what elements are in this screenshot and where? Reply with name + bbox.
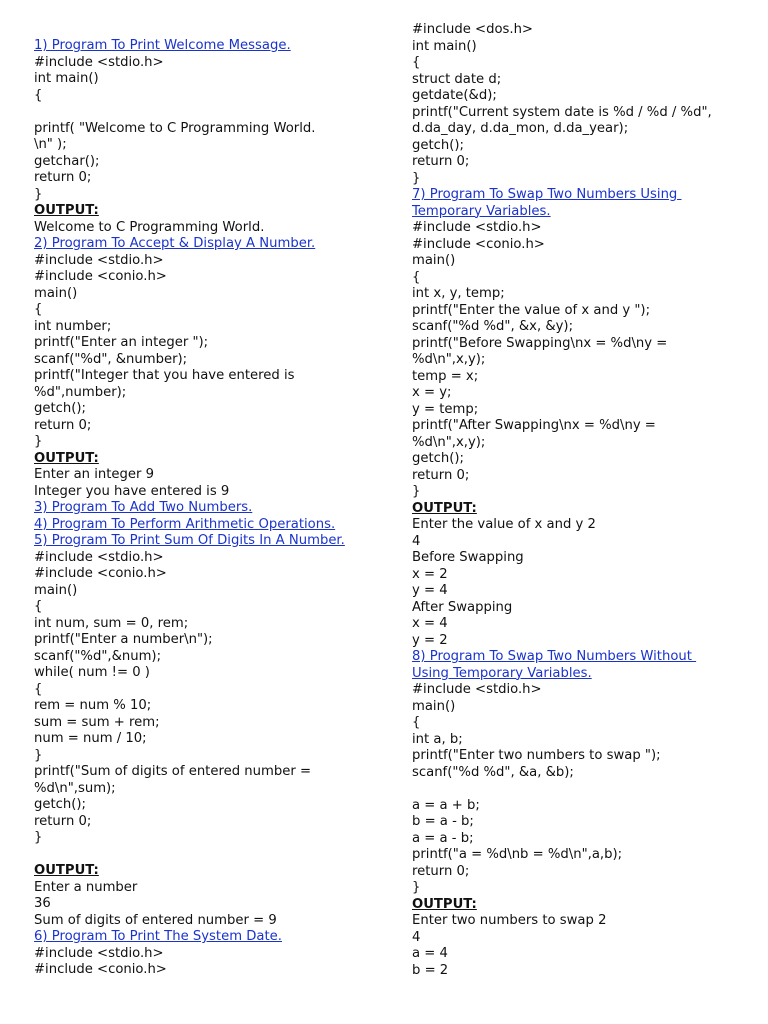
code-line: printf("Enter a number\n"); (34, 632, 213, 647)
code-line: Before Swapping (412, 550, 524, 565)
code-line: printf("Integer that you have entered is (34, 368, 295, 383)
code-line: 4 (412, 533, 421, 549)
code-line: { (34, 302, 43, 317)
code-line: %d\n",x,y); (412, 352, 486, 367)
code-line: struct date d; (412, 71, 502, 87)
code-line: printf( "Welcome to C Programming World. (34, 120, 316, 136)
blank-line (34, 847, 384, 864)
code-line: getdate(&d); (412, 88, 497, 103)
code-line: %d\n",x,y); (412, 434, 486, 450)
code-line: } (412, 880, 421, 895)
code-line: printf("a = %d\nb = %d\n",a,b); (412, 847, 623, 862)
code-line: x = y; (412, 385, 452, 400)
code-line: scanf("%d %d", &x, &y); (412, 319, 574, 334)
code-line: return 0; (34, 813, 92, 829)
code-line: a = a - b; (412, 830, 474, 846)
output-heading: OUTPUT: (412, 896, 477, 912)
program-title-link[interactable]: Using Temporary Variables. (412, 665, 592, 681)
code-line: scanf("%d",&num); (34, 648, 162, 664)
code-line: #include <conio.h> (34, 566, 167, 581)
code-line: Enter a number (34, 879, 138, 895)
code-line: num = num / 10; (34, 731, 147, 746)
code-line: #include <stdio.h> (412, 220, 542, 235)
blank-line (412, 781, 757, 798)
code-line: return 0; (412, 863, 470, 879)
code-line: } (34, 830, 43, 845)
code-line: After Swapping (412, 599, 513, 615)
code-line: printf("After Swapping\nx = %d\ny = (412, 418, 656, 433)
code-line: while( num != 0 ) (34, 665, 150, 680)
code-line: } (412, 170, 421, 186)
code-line: return 0; (34, 417, 92, 433)
code-line: #include <stdio.h> (34, 549, 164, 565)
code-line: int main() (412, 38, 477, 54)
code-line: } (34, 186, 43, 202)
code-line: return 0; (412, 154, 470, 169)
code-line: int number; (34, 318, 112, 334)
code-line: 36 (34, 896, 51, 911)
code-line: printf("Before Swapping\nx = %d\ny = (412, 335, 668, 351)
code-line: { (34, 599, 43, 614)
code-line: #include <stdio.h> (34, 945, 164, 961)
code-line: Sum of digits of entered number = 9 (34, 912, 277, 928)
code-line: %d",number); (34, 384, 127, 400)
code-line: scanf("%d %d", &a, &b); (412, 764, 574, 780)
code-line: printf("Enter two numbers to swap "); (412, 748, 661, 763)
code-line: a = 4 (412, 946, 448, 961)
code-line: printf("Sum of digits of entered number = (34, 764, 311, 779)
program-title-link[interactable]: 4) Program To Perform Arithmetic Operations. (34, 516, 336, 532)
code-line: } (34, 434, 43, 449)
code-line: main() (34, 582, 78, 598)
code-line: { (412, 269, 421, 285)
code-line: #include <conio.h> (34, 962, 167, 977)
output-heading: OUTPUT: (34, 863, 99, 878)
code-line: \n" ); (34, 137, 67, 152)
code-line: b = 2 (412, 962, 449, 978)
code-line: Welcome to C Programming World. (34, 219, 265, 235)
code-line: Integer you have entered is 9 (34, 483, 230, 499)
code-line: #include <conio.h> (412, 236, 545, 252)
code-line: int num, sum = 0, rem; (34, 615, 189, 631)
code-line: printf("Enter the value of x and y "); (412, 302, 651, 318)
code-line: Enter the value of x and y 2 (412, 517, 596, 532)
code-line: printf("Enter an integer "); (34, 335, 209, 350)
code-line: } (412, 484, 421, 499)
code-line: { (34, 87, 43, 103)
code-line: getch(); (34, 797, 86, 812)
program-title-link[interactable]: 5) Program To Print Sum Of Digits In A Number. (34, 533, 345, 548)
code-line: main() (412, 253, 456, 268)
code-line: return 0; (412, 467, 470, 483)
code-line: getchar(); (34, 153, 100, 169)
code-line: int main() (34, 71, 99, 86)
program-title-link[interactable]: 2) Program To Accept & Display A Number. (34, 236, 316, 251)
code-line: } (34, 747, 43, 763)
code-line: Enter an integer 9 (34, 467, 155, 482)
blank-line (34, 104, 384, 121)
code-line: sum = sum + rem; (34, 714, 160, 730)
code-line: Enter two numbers to swap 2 (412, 913, 607, 928)
right-column (412, 22, 757, 979)
code-line: y = 2 (412, 632, 448, 648)
code-line: printf("Current system date is %d / %d / %d", (412, 104, 712, 120)
code-line: #include <dos.h> (412, 22, 533, 37)
code-line: getch(); (412, 137, 464, 153)
code-line: #include <conio.h> (34, 269, 167, 284)
code-line: #include <stdio.h> (34, 252, 164, 268)
code-line: d.da_day, d.da_mon, d.da_year); (412, 121, 629, 136)
code-line: rem = num % 10; (34, 698, 152, 713)
code-line: { (412, 715, 421, 730)
code-line: x = 2 (412, 566, 448, 582)
code-line: return 0; (34, 170, 92, 185)
code-line: b = a - b; (412, 814, 474, 829)
code-line: temp = x; (412, 368, 479, 384)
output-heading: OUTPUT: (412, 500, 477, 516)
program-title-link[interactable]: 6) Program To Print The System Date. (34, 929, 282, 944)
code-line: y = 4 (412, 583, 448, 598)
program-title-link[interactable]: 8) Program To Swap Two Numbers Without (412, 649, 697, 664)
code-line: #include <stdio.h> (34, 54, 164, 70)
program-title-link[interactable]: Temporary Variables. (412, 203, 551, 219)
code-line: main() (34, 285, 78, 301)
program-title-link[interactable]: 7) Program To Swap Two Numbers Using (412, 187, 682, 202)
output-heading: OUTPUT: (34, 203, 99, 218)
code-line: a = a + b; (412, 797, 480, 813)
code-line: %d\n",sum); (34, 780, 116, 796)
code-line: 4 (412, 929, 421, 945)
code-line: main() (412, 698, 456, 714)
code-line: { (34, 681, 43, 697)
code-line: y = temp; (412, 401, 479, 417)
output-heading: OUTPUT: (34, 450, 99, 466)
program-title-link[interactable]: 3) Program To Add Two Numbers. (34, 500, 253, 515)
left-column (34, 38, 384, 979)
code-line: int x, y, temp; (412, 286, 505, 301)
program-title-link[interactable]: 1) Program To Print Welcome Message. (34, 38, 291, 53)
code-line: { (412, 55, 421, 70)
code-line: getch(); (34, 401, 86, 416)
code-line: #include <stdio.h> (412, 682, 542, 697)
code-line: scanf("%d", &number); (34, 351, 188, 367)
code-line: int a, b; (412, 731, 463, 747)
code-line: x = 4 (412, 616, 448, 631)
code-line: getch(); (412, 451, 464, 466)
